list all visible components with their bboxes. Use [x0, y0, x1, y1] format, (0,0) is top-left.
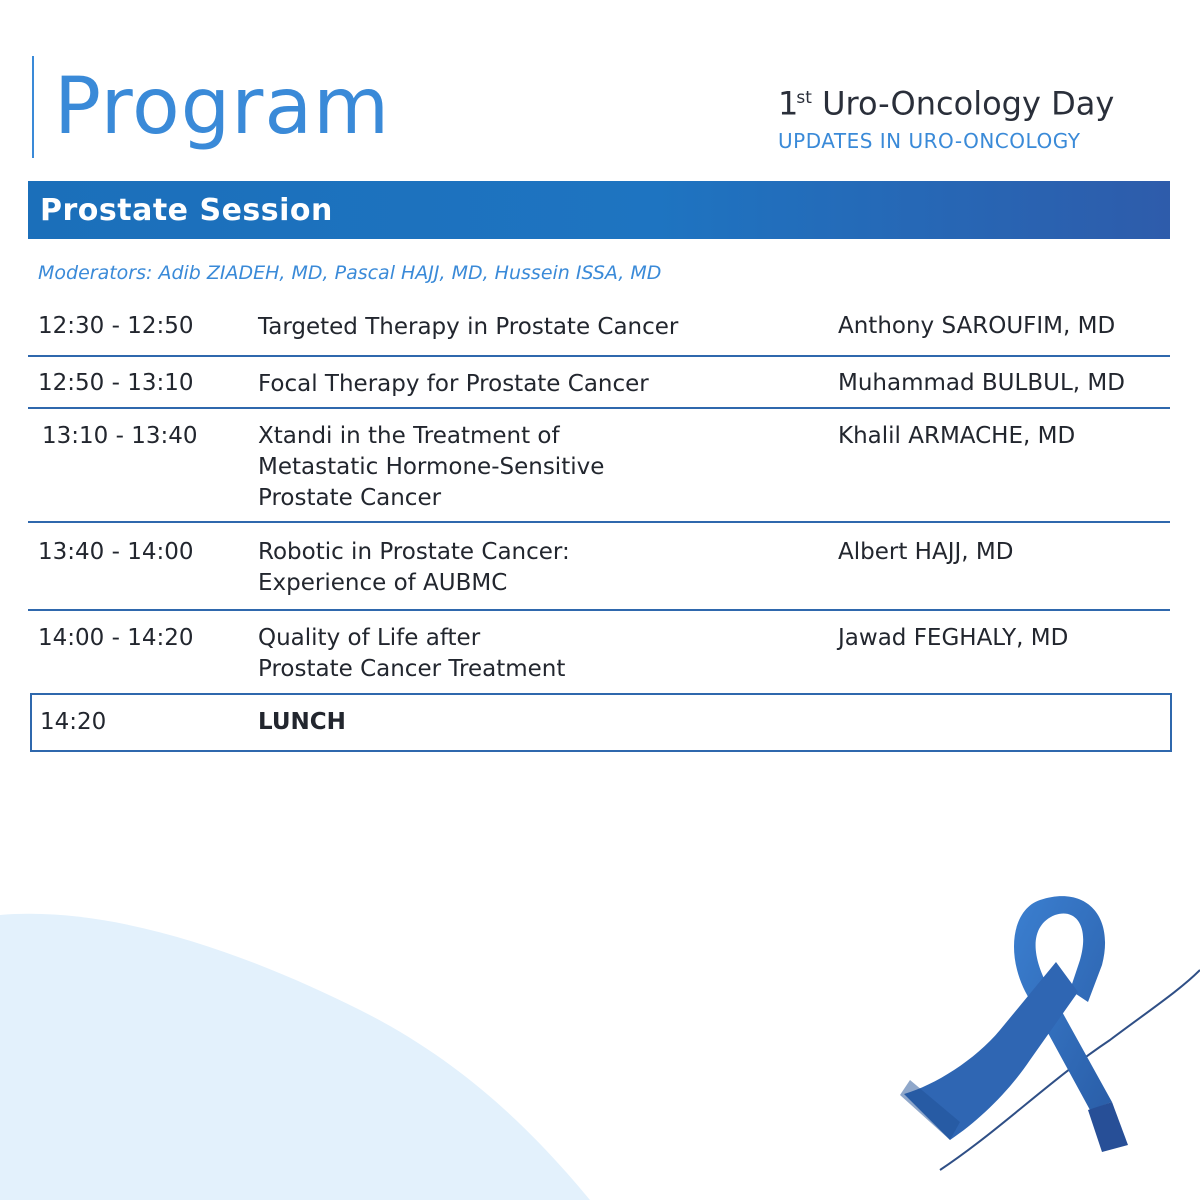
- schedule-row: [28, 611, 1170, 691]
- row-time: 13:10 - 13:40: [42, 423, 198, 449]
- row-speaker: Khalil ARMACHE, MD: [838, 423, 1076, 449]
- topic-line: Prostate Cancer Treatment: [258, 656, 566, 682]
- row-speaker: Muhammad BULBUL, MD: [838, 370, 1125, 396]
- row-topic: [258, 369, 649, 400]
- session-title: Prostate Session: [40, 192, 333, 228]
- row-time: 14:00 - 14:20: [38, 625, 194, 651]
- topic-line: Xtandi in the Treatment of: [258, 423, 560, 449]
- row-time: 13:40 - 14:00: [38, 539, 194, 565]
- row-topic: [258, 537, 570, 599]
- title-accent-line: [32, 56, 34, 158]
- topic-line: Experience of AUBMC: [258, 570, 508, 596]
- row-speaker: Jawad FEGHALY, MD: [838, 625, 1069, 651]
- lunch-label: LUNCH: [258, 709, 346, 735]
- event-title: [778, 76, 1170, 126]
- event-branding: [778, 76, 1170, 156]
- schedule-row: [28, 357, 1170, 409]
- topic-line: Focal Therapy for Prostate Cancer: [258, 371, 649, 397]
- lunch-time: 14:20: [40, 709, 107, 735]
- event-number: 1: [778, 84, 799, 123]
- moderators-line: Moderators: Adib ZIADEH, MD, Pascal HAJJ, MD, Hussein ISSA, MD: [38, 262, 662, 284]
- topic-line: Prostate Cancer: [258, 485, 442, 511]
- awareness-ribbon-icon: [880, 870, 1200, 1200]
- schedule-row: [28, 523, 1170, 611]
- page-title: Program: [54, 62, 391, 152]
- row-speaker: Anthony SAROUFIM, MD: [838, 313, 1116, 339]
- schedule-row: [28, 409, 1170, 523]
- row-time: 12:50 - 13:10: [38, 370, 194, 396]
- schedule-row: [28, 300, 1170, 357]
- topic-line: Metastatic Hormone-Sensitive: [258, 454, 605, 480]
- row-speaker: Albert HAJJ, MD: [838, 539, 1014, 565]
- event-name: Uro-Oncology Day: [822, 84, 1115, 123]
- topic-line: Quality of Life after: [258, 625, 481, 651]
- row-topic: [258, 421, 604, 514]
- row-topic: [258, 623, 565, 685]
- topic-line: Targeted Therapy in Prostate Cancer: [258, 314, 679, 340]
- row-topic: [258, 312, 678, 343]
- session-banner: [28, 181, 1170, 239]
- event-subtitle: UPDATES IN URO-ONCOLOGY: [778, 128, 1081, 153]
- topic-line: Robotic in Prostate Cancer:: [258, 539, 570, 565]
- schedule-table: [28, 300, 1170, 691]
- event-number-suffix: st: [796, 88, 812, 108]
- lunch-row: [30, 693, 1172, 752]
- row-time: 12:30 - 12:50: [38, 313, 194, 339]
